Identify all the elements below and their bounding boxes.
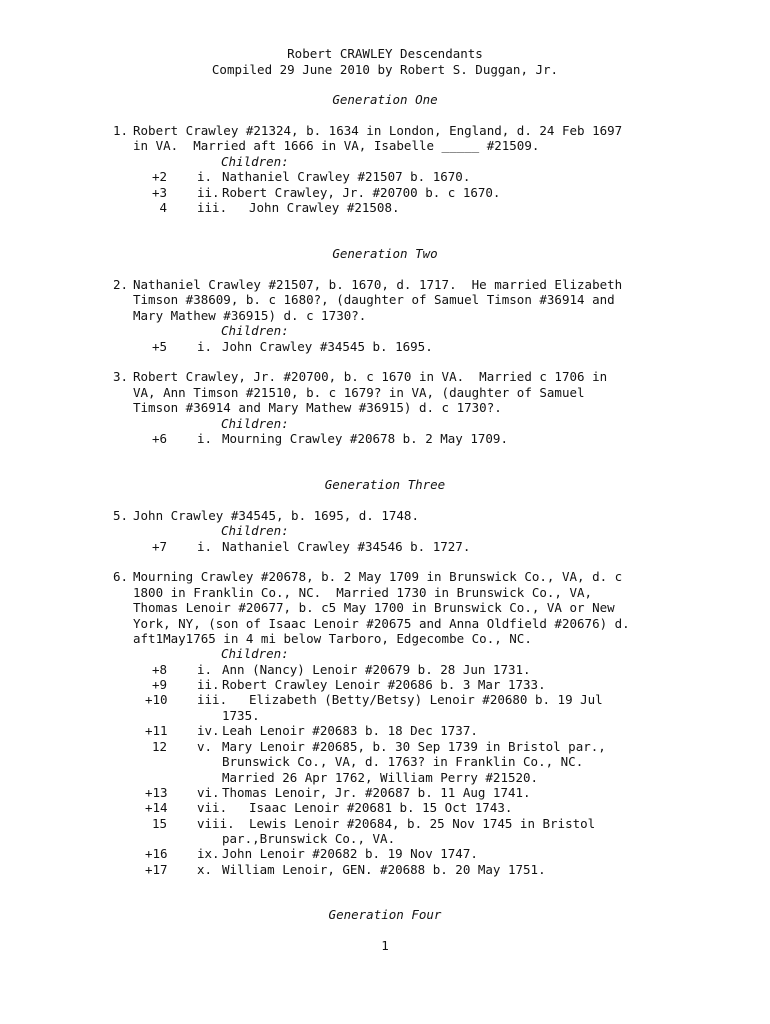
child-text: Robert Crawley Lenoir #20686 b. 3 Mar 1733. [222,677,546,692]
generation-heading: Generation Two [332,246,438,261]
entry-text: Robert Crawley #21324, b. 1634 in London, England, d. 24 Feb 1697 [133,123,623,138]
child-numeral: viii. [197,816,235,831]
generation-heading: Generation One [332,92,438,107]
child-numeral: ii. [197,185,220,200]
child-text: John Crawley #34545 b. 1695. [222,339,433,354]
child-number: 4 [159,200,167,215]
entry-text: John Crawley #34545, b. 1695, d. 1748. [133,508,419,523]
child-number: +2 [151,169,167,184]
entry-text: VA, Ann Timson #21510, b. c 1679? in VA, (daughter of Samuel [133,385,585,400]
child-numeral: x. [197,862,213,877]
child-number: +10 [145,692,168,707]
child-text: Leah Lenoir #20683 b. 18 Dec 1737. [222,723,478,738]
entry-number: 1. [113,123,129,138]
child-text: Isaac Lenoir #20681 b. 15 Oct 1743. [249,800,513,815]
child-numeral: vi. [197,785,220,800]
child-text-continued: par.,Brunswick Co., VA. [222,831,396,846]
child-number: +14 [145,800,168,815]
child-numeral: v. [197,739,213,754]
child-number: +13 [145,785,168,800]
child-numeral: i. [197,539,213,554]
child-number: +11 [145,723,168,738]
child-numeral: i. [197,169,213,184]
children-label: Children: [221,154,289,169]
child-number: +7 [151,539,167,554]
child-text-continued: Married 26 Apr 1762, William Perry #21520. [222,770,539,785]
entry-number: 3. [113,369,129,384]
page-number: 1 [381,938,389,953]
child-numeral: ix. [197,846,220,861]
entry-number: 2. [113,277,129,292]
child-number: +8 [151,662,167,677]
child-text: Thomas Lenoir, Jr. #20687 b. 11 Aug 1741. [222,785,531,800]
child-text: Robert Crawley, Jr. #20700 b. c 1670. [222,185,501,200]
child-text: Elizabeth (Betty/Betsy) Lenoir #20680 b. 19 Jul [249,692,603,707]
child-text: Mary Lenoir #20685, b. 30 Sep 1739 in Bristol par., [222,739,606,754]
child-number: +16 [145,846,168,861]
child-numeral: iii. [197,200,228,215]
child-number: 12 [151,739,167,754]
entry-text: Mary Mathew #36915) d. c 1730?. [133,308,367,323]
child-numeral: i. [197,339,213,354]
children-label: Children: [221,323,289,338]
child-number: +6 [151,431,167,446]
document-title: Robert CRAWLEY Descendants [287,46,483,61]
child-number: +17 [145,862,168,877]
entry-text: Robert Crawley, Jr. #20700, b. c 1670 in VA. Married c 1706 in [133,369,608,384]
child-numeral: iii. [197,692,228,707]
entry-text: Mourning Crawley #20678, b. 2 May 1709 in Brunswick Co., VA, d. c [133,569,623,584]
child-text: John Lenoir #20682 b. 19 Nov 1747. [222,846,478,861]
child-numeral: ii. [197,677,220,692]
entry-text: Timson #38609, b. c 1680?, (daughter of Samuel Timson #36914 and [133,292,615,307]
children-label: Children: [221,523,289,538]
child-text: William Lenoir, GEN. #20688 b. 20 May 1751. [222,862,546,877]
entry-text: in VA. Married aft 1666 in VA, Isabelle _____ #21509. [133,138,540,153]
generation-heading: Generation Three [324,477,446,492]
children-label: Children: [221,646,289,661]
entry-number: 6. [113,569,129,584]
child-numeral: i. [197,431,213,446]
child-text: Mourning Crawley #20678 b. 2 May 1709. [222,431,508,446]
child-text: Nathaniel Crawley #34546 b. 1727. [222,539,471,554]
child-numeral: i. [197,662,213,677]
child-text-continued: 1735. [222,708,260,723]
entry-text: Thomas Lenoir #20677, b. c5 May 1700 in Brunswick Co., VA or New [133,600,615,615]
entry-text: Timson #36914 and Mary Mathew #36915) d. c 1730?. [133,400,502,415]
children-label: Children: [221,416,289,431]
child-number: +9 [151,677,167,692]
child-text: John Crawley #21508. [249,200,400,215]
entry-text: aft1May1765 in 4 mi below Tarboro, Edgecombe Co., NC. [133,631,532,646]
entry-text: Nathaniel Crawley #21507, b. 1670, d. 1717. He married Elizabeth [133,277,623,292]
child-text: Ann (Nancy) Lenoir #20679 b. 28 Jun 1731. [222,662,531,677]
child-text: Lewis Lenoir #20684, b. 25 Nov 1745 in Bristol [249,816,596,831]
child-number: 15 [151,816,167,831]
child-numeral: vii. [197,800,228,815]
child-text-continued: Brunswick Co., VA, d. 1763? in Franklin Co., NC. [222,754,584,769]
entry-text: York, NY, (son of Isaac Lenoir #20675 and Anna Oldfield #20676) d. [133,616,630,631]
entry-text: 1800 in Franklin Co., NC. Married 1730 in Brunswick Co., VA, [133,585,593,600]
child-text: Nathaniel Crawley #21507 b. 1670. [222,169,471,184]
child-number: +3 [151,185,167,200]
generation-heading: Generation Four [328,907,442,922]
child-numeral: iv. [197,723,220,738]
compiled-by: Compiled 29 June 2010 by Robert S. Duggan, Jr. [211,62,559,77]
entry-number: 5. [113,508,129,523]
child-number: +5 [151,339,167,354]
